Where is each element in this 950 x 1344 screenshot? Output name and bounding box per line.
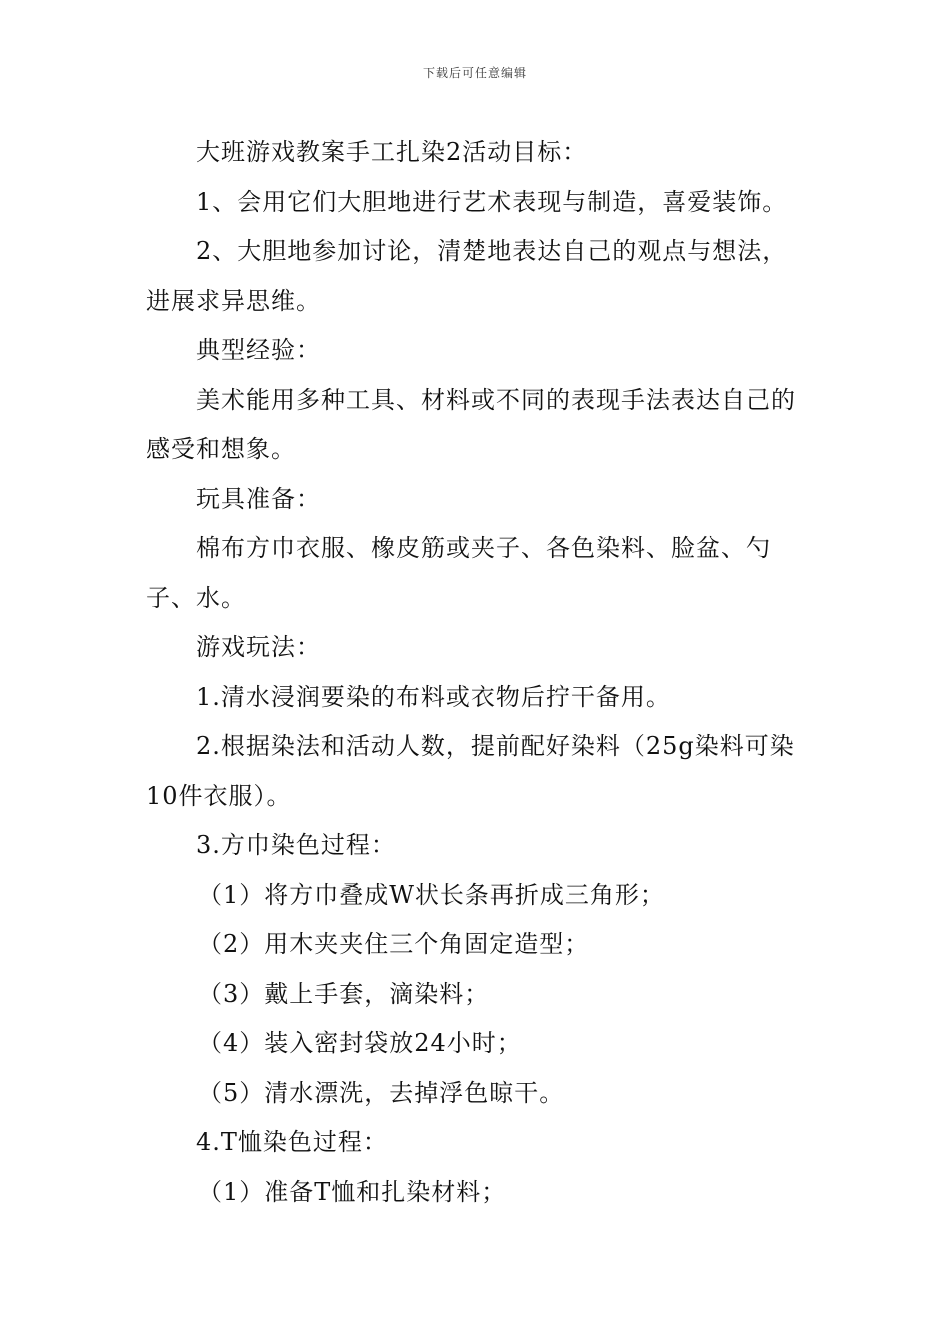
tshirt-substep-1: （1）准备T恤和扎染材料； [198,1177,507,1206]
heading-title: 大班游戏教案手工扎染2活动目标： [196,138,588,166]
document-body [146,128,810,1217]
substep-5: （5）清水漂洗，去掉浮色晾干。 [198,1078,565,1107]
substep-2: （2）用木夹夹住三个角固定造型； [198,930,590,958]
section-heading-toys: 玩具准备： [196,484,321,513]
experience-text: 美术能用多种工具、材料或不同的表现手法表达自己的感受和想象。 [146,385,796,463]
substep-1: （1）将方巾叠成W状长条再折成三角形； [198,880,665,909]
page-header: 下载后可任意编辑 [422,66,527,80]
gameplay-step-4: 4.T恤染色过程： [196,1128,388,1156]
section-heading-gameplay: 游戏玩法： [196,633,321,661]
gameplay-step-3: 3.方巾染色过程： [196,831,396,859]
toys-text: 棉布方巾衣服、橡皮筋或夹子、各色染料、脸盆、勺子、水。 [146,534,771,612]
gameplay-step-2: 2.根据染法和活动人数，提前配好染料（25g染料可染10件衣服）。 [146,732,795,810]
substep-3: （3）戴上手套，滴染料； [198,979,490,1008]
gameplay-step-1: 1.清水浸润要染的布料或衣物后拧干备用。 [196,682,671,711]
goal-item-2: 2、大胆地参加讨论，清楚地表达自己的观点与想法，进展求异思维。 [146,237,788,315]
section-heading-experience: 典型经验： [196,336,321,364]
goal-item-1: 1、会用它们大胆地进行艺术表现与制造，喜爱装饰。 [196,187,788,216]
substep-4: （4）装入密封袋放24小时； [198,1029,522,1057]
